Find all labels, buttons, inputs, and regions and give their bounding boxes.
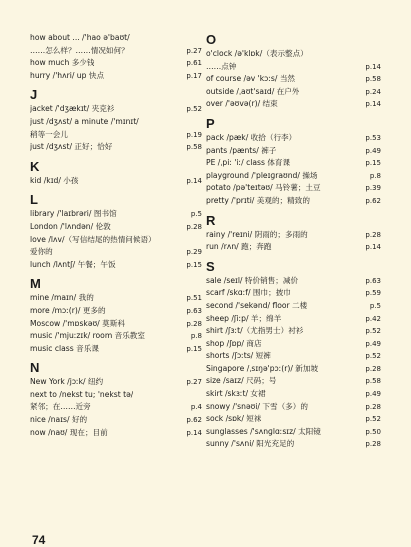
glossary-entry xyxy=(30,129,202,142)
entry-text: skirt /skɜːt/ 女裙 xyxy=(206,389,266,399)
glossary-entry xyxy=(206,338,381,351)
section-letter-j: J xyxy=(30,87,38,103)
glossary-entry xyxy=(30,32,202,45)
entry-page-ref: p.63 xyxy=(365,276,381,285)
glossary-entry xyxy=(206,401,381,414)
glossary-entry xyxy=(30,175,202,188)
section-letter-s: S xyxy=(206,258,215,274)
entry-page-ref: p.15 xyxy=(365,159,381,168)
entry-text: Moscow /'mɒskəʊ/ 莫斯科 xyxy=(30,318,125,328)
entry-text: kid /kɪd/ 小孩 xyxy=(30,175,79,185)
entry-page-ref: p.52 xyxy=(365,415,381,424)
entry-text: PE /ˌpiː 'iː/ class 体育课 xyxy=(206,158,291,168)
entry-text: Singapore /ˌsɪŋə'pɔː(r)/ 新加坡 xyxy=(206,363,319,373)
glossary-entry xyxy=(206,300,381,313)
glossary-entry xyxy=(30,141,202,154)
glossary-entry xyxy=(206,275,381,288)
entry-text: London /'lʌndən/ 伦敦 xyxy=(30,221,111,231)
glossary-entry xyxy=(206,157,381,170)
glossary-entry xyxy=(30,234,202,247)
entry-text: o'clock /ə'klɒk/（表示整点） xyxy=(206,49,308,58)
glossary-entry xyxy=(30,376,202,389)
section-letter-r: R xyxy=(206,212,216,228)
glossary-entry xyxy=(206,388,381,401)
section-letter-m: M xyxy=(30,276,41,292)
entry-text: ……怎么样？……情况如何？ xyxy=(30,45,129,55)
entry-text: music class 音乐课 xyxy=(30,343,99,353)
entry-page-ref: p.14 xyxy=(365,243,381,252)
entry-page-ref: p.58 xyxy=(365,75,381,84)
glossary-entry xyxy=(30,259,202,272)
entry-text: just /dʒʌst/ a minute /'mɪnɪt/ xyxy=(30,116,139,126)
glossary-entry xyxy=(30,401,202,414)
entry-text: hurry /'hʌri/ up 快点 xyxy=(30,70,105,80)
entry-text: shorts /ʃɔːts/ 短裤 xyxy=(206,351,271,361)
entry-page-ref: p.59 xyxy=(365,289,381,298)
glossary-entry xyxy=(206,350,381,363)
glossary-entry xyxy=(30,318,202,331)
page-number: 74 xyxy=(32,533,46,547)
glossary-entry xyxy=(30,116,202,129)
glossary-entry xyxy=(30,70,202,83)
entry-text: 稍等一会儿 xyxy=(30,129,68,139)
entry-page-ref: p.28 xyxy=(365,440,381,449)
entry-page-ref: p.58 xyxy=(365,377,381,386)
entry-page-ref: p.15 xyxy=(186,344,202,353)
glossary-entry xyxy=(30,103,202,116)
entry-text: 爱你的 xyxy=(30,247,53,257)
entry-text: shop /ʃɒp/ 商店 xyxy=(206,338,262,348)
entry-page-ref: p.58 xyxy=(186,143,202,152)
entry-text: music /'mjuːzɪk/ room 音乐教室 xyxy=(30,331,145,341)
entry-text: over /'əʊvə(r)/ 结束 xyxy=(206,99,278,109)
entry-text: sunglasses /'sʌnɡlɑːsɪz/ 太阳镜 xyxy=(206,426,321,436)
entry-text: snowy /'snəʊi/ 下雪（多）的 xyxy=(206,401,308,411)
entry-text: jacket /'dʒækɪt/ 夹克衫 xyxy=(30,104,115,114)
glossary-entry xyxy=(206,313,381,326)
entry-page-ref: p.8 xyxy=(369,171,381,180)
glossary-entry xyxy=(206,170,381,183)
entry-text: mine /maɪn/ 我的 xyxy=(30,293,94,303)
entry-text: how much 多少钱 xyxy=(30,58,95,68)
glossary-entry xyxy=(30,292,202,305)
glossary-entry xyxy=(206,325,381,338)
glossary-entry xyxy=(30,221,202,234)
entry-page-ref: p.14 xyxy=(365,62,381,71)
entry-page-ref: p.24 xyxy=(365,87,381,96)
entry-text: pack /pæk/ 收拾（行李） xyxy=(206,132,297,142)
entry-page-ref: p.52 xyxy=(365,352,381,361)
entry-page-ref: p.39 xyxy=(365,184,381,193)
glossary-entry xyxy=(30,343,202,356)
glossary-entry xyxy=(206,182,381,195)
section-letter-k: K xyxy=(30,158,40,174)
entry-page-ref: p.49 xyxy=(365,339,381,348)
entry-page-ref: p.14 xyxy=(186,176,202,185)
entry-text: run /rʌn/ 跑；奔跑 xyxy=(206,242,272,252)
section-letter-l: L xyxy=(30,192,38,208)
glossary-entry xyxy=(30,427,202,440)
entry-text: now /naʊ/ 现在；目前 xyxy=(30,427,108,437)
right-column xyxy=(206,32,381,451)
entry-page-ref: p.52 xyxy=(186,105,202,114)
left-column xyxy=(30,32,202,439)
entry-text: rainy /'reɪni/ 阴雨的；多雨的 xyxy=(206,229,308,239)
entry-text: sock /sɒk/ 短袜 xyxy=(206,414,262,424)
entry-text: how about ... /'hao ə'baʊt/ xyxy=(30,33,130,42)
glossary-entry xyxy=(30,208,202,221)
entry-page-ref: p.61 xyxy=(186,59,202,68)
entry-page-ref: p.27 xyxy=(186,378,202,387)
entry-page-ref: p.50 xyxy=(365,427,381,436)
glossary-entry xyxy=(206,413,381,426)
entry-text: potato /pə'teɪtəʊ/ 马铃薯；土豆 xyxy=(206,183,321,193)
glossary-entry xyxy=(206,145,381,158)
glossary-entry xyxy=(206,86,381,99)
glossary-entry xyxy=(206,195,381,208)
entry-text: scarf /skɑːf/ 围巾；披巾 xyxy=(206,288,291,298)
entry-page-ref: p.28 xyxy=(186,319,202,328)
entry-text: sheep /ʃiːp/ 羊；绵羊 xyxy=(206,313,282,323)
entry-page-ref: p.51 xyxy=(186,294,202,303)
glossary-entry xyxy=(206,132,381,145)
entry-page-ref: p.14 xyxy=(186,428,202,437)
entry-page-ref: p.53 xyxy=(365,133,381,142)
entry-page-ref: p.28 xyxy=(186,222,202,231)
entry-page-ref: p.19 xyxy=(186,130,202,139)
entry-page-ref: p.27 xyxy=(186,46,202,55)
entry-text: shirt /ʃɜːt/（尤指男士）衬衫 xyxy=(206,326,304,336)
glossary-entry xyxy=(206,241,381,254)
entry-text: library /'laɪbrəri/ 图书馆 xyxy=(30,209,117,219)
entry-page-ref: p.28 xyxy=(365,230,381,239)
glossary-entry xyxy=(206,48,381,61)
section-letter-p: P xyxy=(206,115,215,131)
glossary-entry xyxy=(206,287,381,300)
entry-text: love /lʌv/（写信结尾的热情问候语） xyxy=(30,234,156,244)
glossary-entry xyxy=(30,330,202,343)
entry-page-ref: p.5 xyxy=(190,210,202,219)
glossary-entry xyxy=(206,61,381,74)
entry-page-ref: p.62 xyxy=(186,416,202,425)
entry-text: of course /əv 'kɔːs/ 当然 xyxy=(206,74,296,84)
entry-text: outside /ˌaʊt'saɪd/ 在户外 xyxy=(206,86,300,96)
entry-page-ref: p.5 xyxy=(369,301,381,310)
entry-text: New York /jɔːk/ 纽约 xyxy=(30,377,104,387)
glossary-entry xyxy=(206,98,381,111)
entry-text: second /'sekənd/ floor 二楼 xyxy=(206,300,308,310)
glossary-entry xyxy=(30,45,202,58)
entry-text: sale /seɪl/ 特价销售；减价 xyxy=(206,275,299,285)
entry-text: size /saɪz/ 尺码；号 xyxy=(206,376,277,386)
entry-text: ……点钟 xyxy=(206,61,237,71)
glossary-entry xyxy=(30,57,202,70)
entry-page-ref: p.28 xyxy=(365,364,381,373)
entry-text: pants /pænts/ 裤子 xyxy=(206,145,277,155)
section-letter-o: O xyxy=(206,32,217,47)
entry-page-ref: p.52 xyxy=(365,327,381,336)
entry-page-ref: p.29 xyxy=(186,248,202,257)
entry-page-ref: p.4 xyxy=(190,403,202,412)
glossary-entry xyxy=(206,375,381,388)
glossary-entry xyxy=(206,363,381,376)
glossary-entry xyxy=(30,305,202,318)
entry-page-ref: p.14 xyxy=(365,100,381,109)
glossary-entry xyxy=(206,229,381,242)
entry-text: 紧邻；在……近旁 xyxy=(30,402,91,412)
entry-page-ref: p.42 xyxy=(365,314,381,323)
entry-page-ref: p.62 xyxy=(365,196,381,205)
entry-page-ref: p.17 xyxy=(186,71,202,80)
glossary-entry xyxy=(206,438,381,451)
entry-page-ref: p.8 xyxy=(190,332,202,341)
entry-text: more /mɔː(r)/ 更多的 xyxy=(30,305,106,315)
glossary-entry xyxy=(30,246,202,259)
entry-text: just /dʒʌst/ 正好；恰好 xyxy=(30,142,113,152)
entry-page-ref: p.49 xyxy=(365,146,381,155)
entry-page-ref: p.15 xyxy=(186,260,202,269)
glossary-entry xyxy=(206,426,381,439)
glossary-entry xyxy=(30,414,202,427)
section-letter-n: N xyxy=(30,360,40,376)
glossary-entry xyxy=(30,389,202,402)
entry-text: lunch /lʌntʃ/ 午餐；午饭 xyxy=(30,259,116,269)
entry-text: nice /naɪs/ 好的 xyxy=(30,415,88,425)
entry-text: playground /'pleɪɡraʊnd/ 操场 xyxy=(206,170,318,180)
entry-page-ref: p.49 xyxy=(365,390,381,399)
entry-text: pretty /'prɪti/ 美观的；精致的 xyxy=(206,195,310,205)
entry-text: next to /nekst tu; 'nekst tə/ xyxy=(30,389,134,399)
entry-page-ref: p.28 xyxy=(365,402,381,411)
entry-text: sunny /'sʌni/ 阳光充足的 xyxy=(206,439,295,449)
glossary-entry xyxy=(206,73,381,86)
entry-page-ref: p.63 xyxy=(186,306,202,315)
